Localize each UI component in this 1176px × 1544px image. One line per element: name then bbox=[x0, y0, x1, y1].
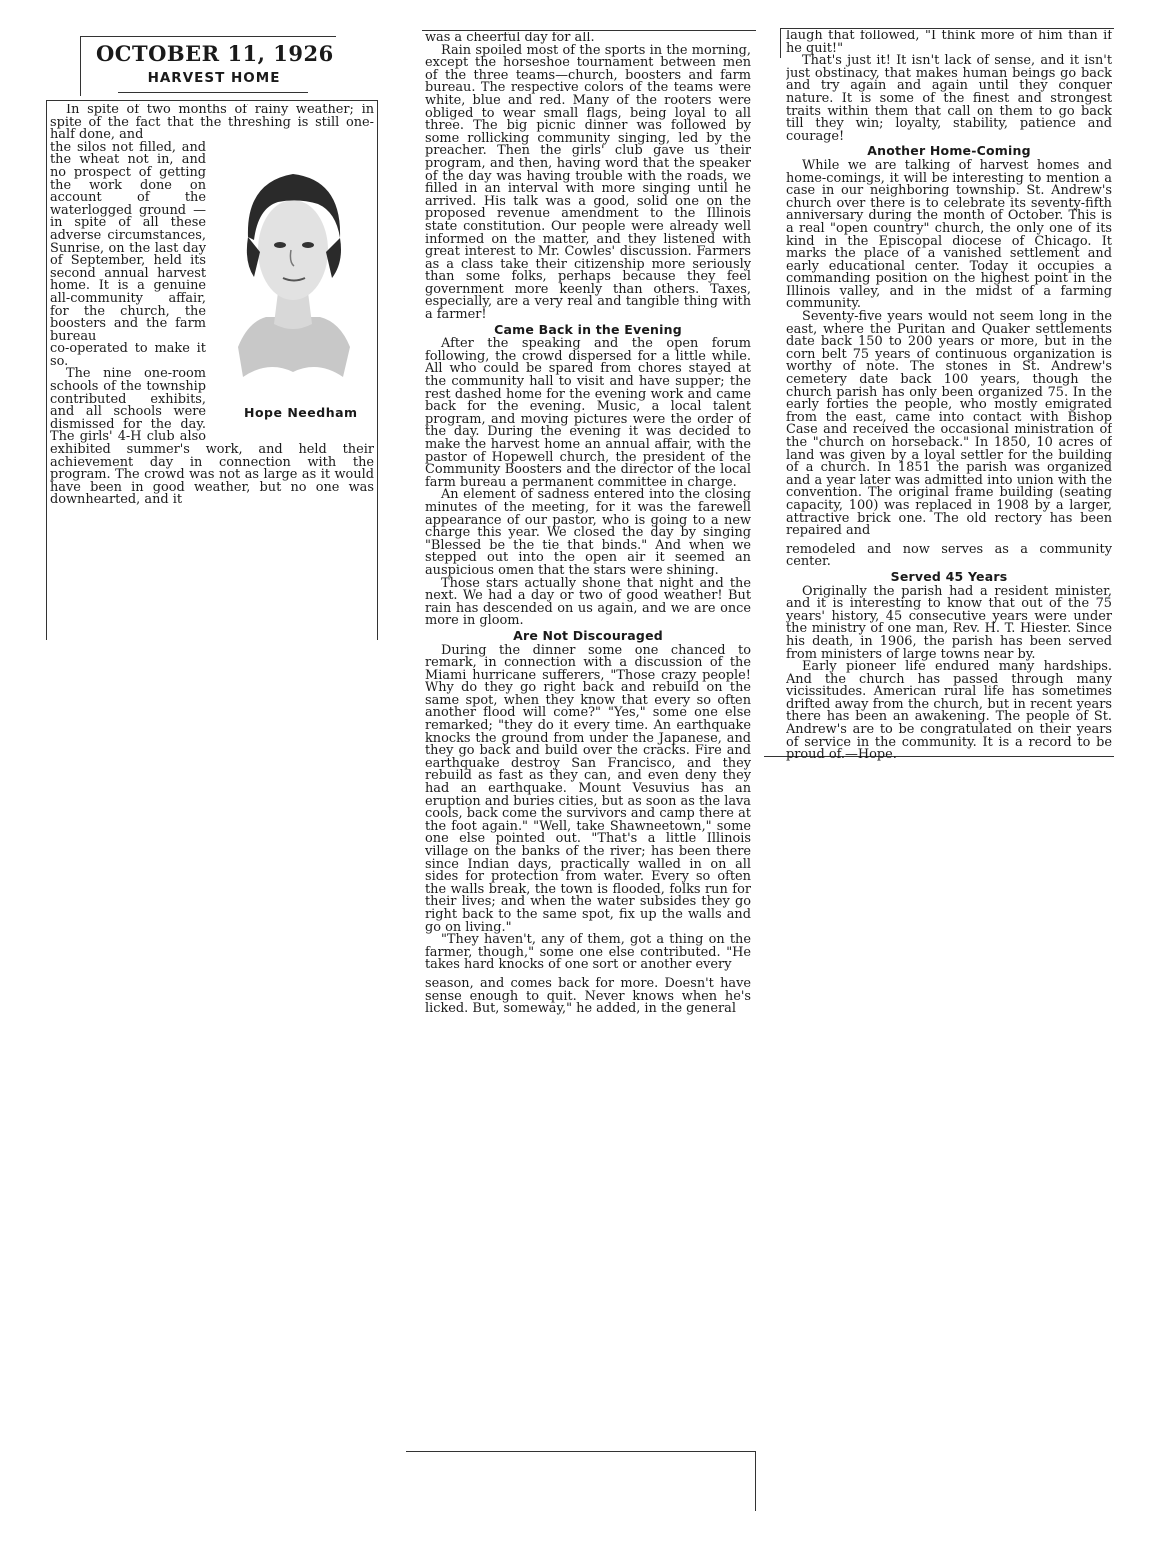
paragraph-evening: After the speaking and the open forum following, the crowd dispersed for a little while. All who could be spared from chores stayed at the community hall to visit and have supper; the rest dashed home for the evening work and came back for the evening. Music, a local talent program, and moving pictures were the order of the day. During the evening it was decided to make the harvest home an annual affair, with the pastor of Hopewell church, the president of the Community Boosters and the director of the local farm bureau a permanent committee in charge. bbox=[425, 336, 751, 490]
portrait-caption: Hope Needham bbox=[244, 404, 358, 420]
paragraph-rectory: remodeled and now serves as a community center. bbox=[786, 541, 1112, 570]
paragraph-st-andrews: While we are talking of harvest homes and home-comings, it will be interesting to mention a case in our neighboring township. St. Andrew's church over there is to celebrate its seventy-fifth anniversary during the month of October. This is a real "open country" church, the only one of its kind in the Episcopal diocese of Chicago. It marks the place of a vanished settlement and early educational center. Today it occupies a commanding position on the highest point in the Illinois valley, and in the midst of a farming community. bbox=[786, 157, 1112, 312]
paragraph-dinner: During the dinner some one chanced to remark, in connection with a discussion of the Miami hurricane sufferers, "Those crazy people! Why do they go right back and rebuild on the same spot, when they know that every so often another flood will come?" "Yes," some one else remarked; "they do it every time. An earthquake knocks the ground from under the Japanese, and they go back and build over the cracks. Fire and earthquake destroy San Francisco, and they rebuild as fast as they can, and even deny they had an earthquake. Mount Vesuvius has an eruption and buries cities, but as soon as the lava cools, back come the survivors and camp there at the foot again." "Well, take Shawneetown," some one else pointed out. "That's a little Illinois village on the banks of the river; has been there since Indian days, practically walled in on all sides for protection from water. Every so often the walls break, the town is flooded, folks run for their lives; and when the water subsides they go right back to the same spot, fix up the walls and go on living." bbox=[425, 642, 751, 935]
col1-top-rule bbox=[46, 100, 378, 101]
col2-right-rule bbox=[755, 1451, 756, 1511]
col2-top-rule bbox=[422, 30, 756, 31]
portrait-image bbox=[218, 142, 368, 400]
masthead-top-rule bbox=[80, 36, 336, 37]
paragraph-intro: In spite of two months of rainy weather; in spite of the fact that the threshing is still one-half done, and bbox=[50, 104, 374, 143]
paragraph-seventy-five: Seventy-five years would not seem long in the east, where the Puritan and Quaker settlements date back 150 to 200 years or more, but in the corn belt 75 years of continuous organization is worthy of note. The stones in St. Andrew's cemetery date back 100 years, though the church parish has only been organized 75. In the early forties the people, who mostly emigrated from the east, came into contact with Bishop Case and received the occasional ministration of the "church on horseback." In 1850, 10 acres of land was given by a loyal settler for the building of a church. In 1851 the parish was organized and a year later was admitted into union with the convention. The original frame building (seating capacity, 100) was replaced in 1908 by a larger, attractive brick one. The old rectory has been repaired and bbox=[786, 309, 1112, 539]
article-column-1 bbox=[50, 104, 374, 507]
masthead-bottom-rule bbox=[118, 92, 308, 93]
paragraph-intro-end: co-operated to make it so. bbox=[50, 341, 206, 369]
paragraph-sports: Rain spoiled most of the sports in the morning, except the horseshoe tournament between men of the three teams—church, boosters and farm bureau. The respective colors of the teams were white, blue and red. Many of the rooters were obliged to wear small flags, being loyal to all three. The big picnic dinner was followed by some rollicking community singing, led by the preacher. Then the girls' club gave us their program, and then, having word that the speaker of the day was having trouble with the roads, we filled in an interval with more singing until he arrived. His talk was a good, solid one on the proposed revenue amendment to the Illinois state constitution. Our people were already well informed on the matter, and they listened with great interest to Mr. Cowles' discussion. Farmers as a class take their citizenship more seriously than some folks, perhaps because they feel government more keenly than others. Taxes, especially, are a very real and tangible thing with a farmer! bbox=[425, 42, 751, 323]
paragraph-farmer: "They haven't, any of them, got a thing on the farmer, though," some one else contributed. "He takes hard knocks of one sort or another every bbox=[425, 932, 751, 973]
article-column-3 bbox=[786, 30, 1112, 762]
col1-left-rule bbox=[46, 100, 47, 640]
subheading-not-discouraged: Are Not Discouraged bbox=[513, 627, 663, 643]
column-date-heading: OCTOBER 11, 1926 bbox=[96, 41, 334, 66]
paragraph-wrap: the silos not filled, and the wheat not in, and no prospect of getting the work done on account of the waterlogged ground — in spite of all these adverse circumstances, Sunrise, on the last day of September, held its second annual harvest home. It is a genuine all-community affair, for the church, the boosters and the farm bureau bbox=[50, 139, 206, 344]
col1-right-rule bbox=[377, 100, 378, 640]
paragraph-cheerful-day: was a cheerful day for all. bbox=[425, 32, 595, 45]
column-title: HARVEST HOME bbox=[147, 70, 281, 86]
paragraph-just-it: That's just it! It isn't lack of sense, and it isn't just obstinacy, that makes human beings go back and try again and again until they conquer nature. It is some of the finest and strongest traits within them that call on them to go back till they win; loyalty, stability, patience and courage! bbox=[786, 53, 1112, 144]
col3-top-rule bbox=[780, 28, 1114, 29]
subheading-came-back: Came Back in the Evening bbox=[494, 321, 682, 337]
subheading-home-coming: Another Home-Coming bbox=[867, 143, 1031, 159]
paragraph-resident-minister: Originally the parish had a resident minister, and it is interesting to know that out of the 75 years' history, 45 consecutive years were under the ministry of one man, Rev. H. T. Hiester. Since his death, in 1906, the parish has been served from ministers of large towns near by. bbox=[786, 583, 1112, 662]
portrait-photo bbox=[214, 142, 374, 438]
paragraph-laugh: laugh that followed, "I think more of him than if he quit!" bbox=[786, 30, 1112, 56]
article-column-2 bbox=[425, 32, 751, 1016]
masthead-left-rule bbox=[80, 36, 81, 96]
col3-left-rule bbox=[780, 28, 781, 58]
paragraph-stars: Those stars actually shone that night and the next. We had a day or two of good weather! But rain has descended on us again, and we are once more in gloom. bbox=[425, 575, 751, 629]
paragraph-schools: The nine one-room schools of the township contributed exhibits, and all schools were dismissed for the day. The girls' 4-H club also exhibited summer's work, and held their achievement day in connection with the program. The crowd was not as large as it would have been in good weather, but no one was downhearted, and it bbox=[50, 366, 374, 507]
paragraph-farmer-continued: season, and comes back for more. Doesn't have sense enough to quit. Never knows when he's licked. But, someway," he added, in the general bbox=[425, 975, 751, 1016]
subheading-served-45: Served 45 Years bbox=[890, 568, 1008, 584]
paragraph-sadness: An element of sadness entered into the closing minutes of the meeting, for it was the farewell appearance of our pastor, who is going to a new charge this year. We closed the day by singing "Blessed be the tie that binds." And when we stepped out into the open air it seemed an auspicious omen that the stars were shining. bbox=[425, 487, 751, 578]
paragraph-pioneer-life: Early pioneer life endured many hardships. And the church has passed through many vicissitudes. American rural life has sometimes drifted away from the church, but in recent years there has been an awakening. The people of St. Andrew's are to be congratulated on their years of service in the community. It is a record to be proud of.—Hope. bbox=[786, 659, 1112, 762]
col2-break-rule bbox=[406, 1451, 756, 1452]
